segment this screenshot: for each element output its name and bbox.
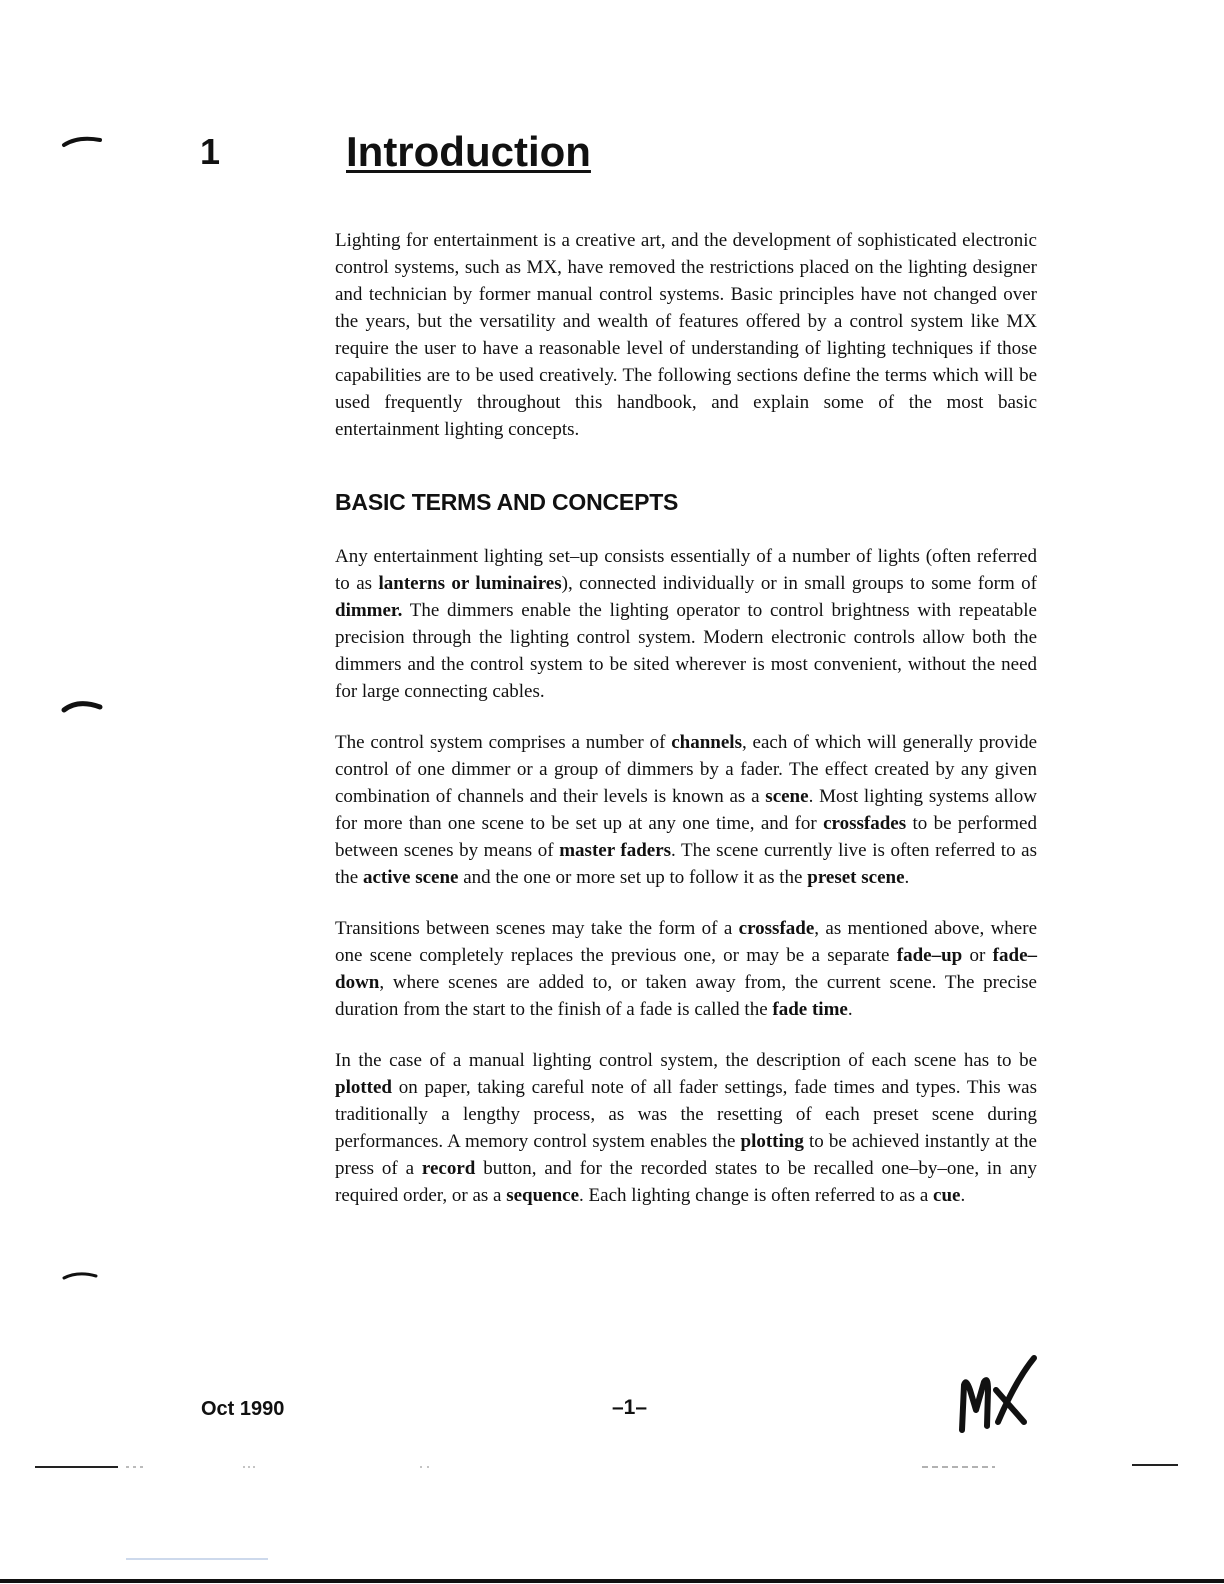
text-run: . <box>960 1185 966 1206</box>
text-run: , where scenes are added to, or taken away from, the current scene. The precise duration from the start to the finish of a fade is called the <box>335 972 1037 1020</box>
text-run: Any entertainment lighting set–up consists essentially of a number of lights (often referred to as <box>335 546 1037 594</box>
text-run: . The scene currently live is often referred to as the <box>335 840 1037 888</box>
text-run: or <box>962 945 993 966</box>
paragraph-lights-dimmers <box>335 543 1037 705</box>
term-lanterns: lanterns or luminaires <box>378 573 562 594</box>
binder-mark-top <box>60 130 105 150</box>
binder-mark-middle <box>60 695 105 715</box>
body-text <box>335 227 1037 1209</box>
chapter-title: Introduction <box>346 128 591 175</box>
text-run: ), connected individually or in small groups to some form of <box>561 573 1037 594</box>
term-record: record <box>421 1158 476 1179</box>
term-crossfade: crossfade <box>738 918 815 939</box>
text-run: In the case of a manual lighting control system, the description of each scene has to be <box>335 1050 1037 1071</box>
term-cue: cue <box>933 1185 961 1206</box>
mx-logo <box>950 1350 1045 1440</box>
text-run: . <box>847 999 853 1020</box>
text-run: , each of which will generally provide control of one dimmer or a group of dimmers by a fader. The effect created by any given combination of channels and their levels is known as a <box>335 732 1038 807</box>
term-fade-up: fade–up <box>896 945 963 966</box>
text-run: The dimmers enable the lighting operator to control brightness with repeatable precision through the lighting control system. Modern electronic controls allow both the dimmers and the control system to be sited wherever is most convenient, without the need for large connecting cables. <box>335 600 1037 702</box>
text-run: Transitions between scenes may take the form of a <box>335 918 739 939</box>
scan-edge-lines <box>0 1455 1224 1584</box>
footer-page-number: –1– <box>612 1396 648 1419</box>
intro-paragraph: Lighting for entertainment is a creative art, and the development of sophisticated electronic control systems, such as MX, have removed the restrictions placed on the lighting designer and technician by former manual control systems. Basic principles have not changed over the years, but the versatility and wealth of features offered by a control system like MX require the user to have a reasonable level of understanding of lighting techniques if those capabilities are to be used creatively. The following sections define the terms which will be used frequently throughout this handbook, and explain some of the most basic entertainment lighting concepts. <box>335 230 1037 440</box>
chapter-number: 1 <box>200 131 221 172</box>
paragraph-memory-control <box>335 1047 1037 1209</box>
term-fade-time: fade time <box>772 999 848 1020</box>
term-master-faders: master faders <box>559 840 672 861</box>
text-run: , as mentioned above, where one scene completely replaces the previous one, or may be a separate <box>335 918 1037 966</box>
footer-date: Oct 1990 <box>201 1398 285 1420</box>
term-sequence: sequence <box>506 1185 580 1206</box>
text-run: and the one or more set up to follow it as the <box>458 867 808 888</box>
term-plotted: plotted <box>335 1077 392 1098</box>
text-run: on paper, taking careful note of all fader settings, fade times and types. This was traditionally a lengthy process, as was the resetting of each preset scene during performances. A memory control system enables the <box>335 1077 1037 1152</box>
term-preset-scene: preset scene <box>807 867 905 888</box>
text-run: . <box>904 867 910 888</box>
section-heading: BASIC TERMS AND CONCEPTS <box>335 489 679 515</box>
text-run: The control system comprises a number of <box>335 732 672 753</box>
text-run: button, and for the recorded states to be recalled one–by–one, in any required order, or as a <box>335 1158 1037 1206</box>
term-scene: scene <box>765 786 809 807</box>
binder-mark-bottom <box>60 1265 105 1285</box>
text-run: to be performed between scenes by means of <box>335 813 1037 861</box>
term-active-scene: active scene <box>362 867 459 888</box>
paragraph-channels-scenes <box>335 729 1037 891</box>
term-plotting: plotting <box>740 1131 804 1152</box>
text-run: to be achieved instantly at the press of a <box>335 1131 1037 1179</box>
term-dimmer: dimmer. <box>335 600 403 621</box>
paragraph-transitions <box>335 915 1037 1023</box>
term-crossfades: crossfades <box>823 813 907 834</box>
term-channels: channels <box>671 732 742 753</box>
text-run: . Most lighting systems allow for more than one scene to be set up at any one time, and for <box>335 786 1037 834</box>
text-run: . Each lighting change is often referred to as a <box>579 1185 934 1206</box>
term-fade-down: fade–down <box>335 945 1037 993</box>
